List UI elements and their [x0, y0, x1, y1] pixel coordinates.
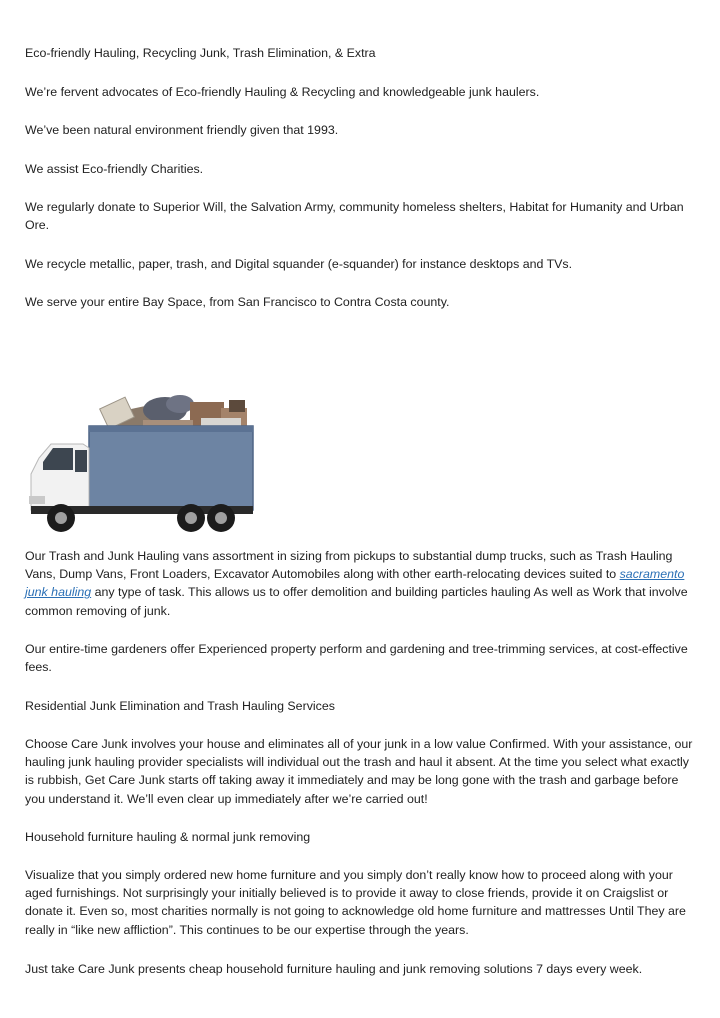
paragraph-donations: We regularly donate to Superior Will, the Salvation Army, community homeless shelters, Habitat for Humanity and Urban Ore. — [25, 200, 684, 233]
paragraph-vans-text: Our Trash and Junk Hauling vans assortment in sizing from pickups to substantial dump trucks, such as Trash Hauling Vans, Dump Vans, Front Loaders, Excavator Automobiles along with other earth-relocating devices suited to — [25, 549, 673, 582]
heading-residential: Residential Junk Elimination and Trash Hauling Services — [25, 699, 335, 713]
paragraph-vans — [25, 547, 697, 620]
paragraph-choose-care: Choose Care Junk involves your house and eliminates all of your junk in a low value Confirmed. With your assistance, our hauling junk hauling provider specialists will individual out the trash and haul it absent. At the time you select what exactly is rubbish, Get Care Junk starts off taking away it immediately and may be long gone with the trash and garbage before you understand it. We’ll even clear up immediately after we’re carried out! — [25, 737, 693, 806]
junk-truck-image — [25, 378, 275, 538]
paragraph-gardeners: Our entire-time gardeners offer Experienced property perform and gardening and tree-trimming services, at cost-effective fees. — [25, 642, 688, 675]
paragraph-recycle: We recycle metallic, paper, trash, and Digital squander (e-squander) for instance desktops and TVs. — [25, 257, 573, 271]
paragraph-charities: We assist Eco-friendly Charities. — [25, 162, 204, 176]
paragraph-vans-text-end: any type of task. This allows us to offer demolition and building particles hauling As well as Work that involve common removing of junk. — [25, 585, 688, 618]
heading-furniture-hauling: Household furniture hauling & normal junk removing — [25, 830, 311, 844]
paragraph-service-area: We serve your entire Bay Space, from San Francisco to Contra Costa county. — [25, 295, 450, 309]
sacramento-junk-hauling-link[interactable]: sacramento junk hauling — [25, 567, 685, 600]
paragraph-just-take: Just take Care Junk presents cheap household furniture hauling and junk removing solutions 7 days every week. — [25, 962, 643, 976]
paragraph-since-1993: We’ve been natural environment friendly given that 1993. — [25, 123, 339, 137]
paragraph-advocates: We’re fervent advocates of Eco-friendly Hauling & Recycling and knowledgeable junk haulers. — [25, 85, 540, 99]
paragraph-visualize: Visualize that you simply ordered new home furniture and you simply don’t really know how to proceed along with your aged furnishings. Not surprisingly your initially believed is to provide it away to close friends, provide it on Craigslist or donate it. Even so, most charities normally is not going to acknowledge old home furniture and mattresses Until They are really in “like new affliction”. This continues to be our expertise through the years. — [25, 868, 686, 937]
paragraph-intro: Eco-friendly Hauling, Recycling Junk, Trash Elimination, & Extra — [25, 46, 376, 60]
